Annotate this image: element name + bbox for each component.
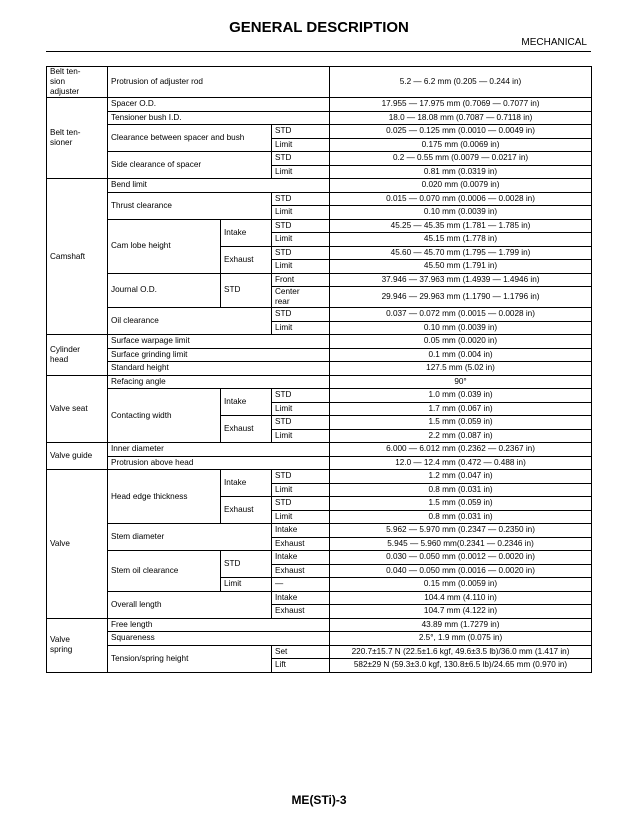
table-row <box>47 618 592 632</box>
qualifier-cell: Limit <box>272 165 330 179</box>
value-cell: 127.5 mm (5.02 in) <box>330 362 592 376</box>
sub-item-cell: Exhaust <box>221 416 272 443</box>
value-cell: 29.946 — 29.963 mm (1.1790 — 1.1796 in) <box>330 287 592 308</box>
value-cell: 1.0 mm (0.039 in) <box>330 389 592 403</box>
table-row <box>47 443 592 457</box>
item-cell: Free length <box>108 618 330 632</box>
table-row <box>47 67 592 98</box>
category-cell: Camshaft <box>47 179 108 335</box>
qualifier-cell: Limit <box>272 483 330 497</box>
qualifier-cell: STD <box>272 192 330 206</box>
table-row <box>47 524 592 538</box>
item-cell: Spacer O.D. <box>108 98 330 112</box>
value-cell: 1.5 mm (0.059 in) <box>330 416 592 430</box>
table-row <box>47 551 592 565</box>
category-cell: Valve spring <box>47 618 108 672</box>
sub-item-cell: Limit <box>221 578 272 592</box>
sub-item-cell: Intake <box>221 219 272 246</box>
table-row <box>47 591 592 605</box>
category-cell: Valve seat <box>47 375 108 443</box>
item-cell: Refacing angle <box>108 375 330 389</box>
value-cell: 5.962 — 5.970 mm (0.2347 — 0.2350 in) <box>330 524 592 538</box>
value-cell: 2.2 mm (0.087 in) <box>330 429 592 443</box>
item-cell: Surface grinding limit <box>108 348 330 362</box>
value-cell: 0.015 — 0.070 mm (0.0006 — 0.0028 in) <box>330 192 592 206</box>
sub-item-cell: Intake <box>221 389 272 416</box>
qualifier-cell: Limit <box>272 206 330 220</box>
table-row <box>47 179 592 193</box>
item-cell: Stem diameter <box>108 524 272 551</box>
item-cell: Tension/spring height <box>108 645 272 672</box>
page-number: ME(STi)-3 <box>291 793 347 807</box>
qualifier-cell: Limit <box>272 321 330 335</box>
table-row <box>47 456 592 470</box>
value-cell: 17.955 — 17.975 mm (0.7069 — 0.7077 in) <box>330 98 592 112</box>
item-cell: Standard height <box>108 362 330 376</box>
header-rule <box>46 51 591 52</box>
table-row <box>47 111 592 125</box>
table-row <box>47 348 592 362</box>
item-cell: Inner diameter <box>108 443 330 457</box>
item-cell: Squareness <box>108 632 330 646</box>
value-cell: 104.7 mm (4.122 in) <box>330 605 592 619</box>
table-row <box>47 389 592 403</box>
value-cell: 0.10 mm (0.0039 in) <box>330 206 592 220</box>
category-cell: Belt ten- sioner <box>47 98 108 179</box>
value-cell: 0.15 mm (0.0059 in) <box>330 578 592 592</box>
item-cell: Thrust clearance <box>108 192 272 219</box>
qualifier-cell: STD <box>272 308 330 322</box>
value-cell: 5.2 — 6.2 mm (0.205 — 0.244 in) <box>330 67 592 98</box>
sub-item-cell: STD <box>221 551 272 578</box>
qualifier-cell: Limit <box>272 260 330 274</box>
value-cell: 0.040 — 0.050 mm (0.0016 — 0.0020 in) <box>330 564 592 578</box>
category-cell: Valve guide <box>47 443 108 470</box>
value-cell: 220.7±15.7 N (22.5±1.6 kgf, 49.6±3.5 lb)/36.0 mm (1.417 in) <box>330 645 592 659</box>
item-cell: Contacting width <box>108 389 221 443</box>
table-row <box>47 470 592 484</box>
section-label: MECHANICAL <box>521 37 587 48</box>
value-cell: 45.15 mm (1.778 in) <box>330 233 592 247</box>
table-row <box>47 335 592 349</box>
qualifier-cell: STD <box>272 416 330 430</box>
value-cell: 12.0 — 12.4 mm (0.472 — 0.488 in) <box>330 456 592 470</box>
table-row <box>47 273 592 287</box>
value-cell: 104.4 mm (4.110 in) <box>330 591 592 605</box>
table-row <box>47 375 592 389</box>
item-cell: Stem oil clearance <box>108 551 221 592</box>
sub-item-cell: Intake <box>221 470 272 497</box>
table-row <box>47 98 592 112</box>
value-cell: 2.5°, 1.9 mm (0.075 in) <box>330 632 592 646</box>
item-cell: Protrusion above head <box>108 456 330 470</box>
item-cell: Journal O.D. <box>108 273 221 308</box>
item-cell: Side clearance of spacer <box>108 152 272 179</box>
value-cell: 5.945 — 5.960 mm(0.2341 — 0.2346 in) <box>330 537 592 551</box>
table-row <box>47 152 592 166</box>
qualifier-cell: Limit <box>272 138 330 152</box>
sub-item-cell: Exhaust <box>221 246 272 273</box>
value-cell: 0.1 mm (0.004 in) <box>330 348 592 362</box>
qualifier-cell: STD <box>272 497 330 511</box>
value-cell: 37.946 — 37.963 mm (1.4939 — 1.4946 in) <box>330 273 592 287</box>
table-row <box>47 192 592 206</box>
value-cell: 0.8 mm (0.031 in) <box>330 510 592 524</box>
qualifier-cell: Center rear <box>272 287 330 308</box>
qualifier-cell: Exhaust <box>272 537 330 551</box>
category-cell: Valve <box>47 470 108 619</box>
value-cell: 0.8 mm (0.031 in) <box>330 483 592 497</box>
value-cell: 0.025 — 0.125 mm (0.0010 — 0.0049 in) <box>330 125 592 139</box>
page-title: GENERAL DESCRIPTION <box>229 19 409 36</box>
value-cell: 0.175 mm (0.0069 in) <box>330 138 592 152</box>
qualifier-cell: STD <box>272 219 330 233</box>
qualifier-cell: Limit <box>272 233 330 247</box>
item-cell: Cam lobe height <box>108 219 221 273</box>
qualifier-cell: STD <box>272 125 330 139</box>
table-row <box>47 125 592 139</box>
qualifier-cell: STD <box>272 246 330 260</box>
item-cell: Overall length <box>108 591 272 618</box>
value-cell: 0.05 mm (0.0020 in) <box>330 335 592 349</box>
value-cell: 0.037 — 0.072 mm (0.0015 — 0.0028 in) <box>330 308 592 322</box>
table-row <box>47 219 592 233</box>
category-cell: Cylinder head <box>47 335 108 376</box>
qualifier-cell: — <box>272 578 330 592</box>
value-cell: 0.030 — 0.050 mm (0.0012 — 0.0020 in) <box>330 551 592 565</box>
qualifier-cell: Intake <box>272 591 330 605</box>
sub-item-cell: Exhaust <box>221 497 272 524</box>
value-cell: 0.81 mm (0.0319 in) <box>330 165 592 179</box>
value-cell: 45.50 mm (1.791 in) <box>330 260 592 274</box>
value-cell: 0.10 mm (0.0039 in) <box>330 321 592 335</box>
value-cell: 45.60 — 45.70 mm (1.795 — 1.799 in) <box>330 246 592 260</box>
value-cell: 18.0 — 18.08 mm (0.7087 — 0.7118 in) <box>330 111 592 125</box>
item-cell: Clearance between spacer and bush <box>108 125 272 152</box>
item-cell: Bend limit <box>108 179 330 193</box>
sub-item-cell: STD <box>221 273 272 308</box>
value-cell: 0.020 mm (0.0079 in) <box>330 179 592 193</box>
value-cell: 90° <box>330 375 592 389</box>
qualifier-cell: Exhaust <box>272 564 330 578</box>
value-cell: 582±29 N (59.3±3.0 kgf, 130.8±6.5 lb)/24.65 mm (0.970 in) <box>330 659 592 673</box>
value-cell: 1.7 mm (0.067 in) <box>330 402 592 416</box>
value-cell: 1.5 mm (0.059 in) <box>330 497 592 511</box>
table-row <box>47 362 592 376</box>
value-cell: 0.2 — 0.55 mm (0.0079 — 0.0217 in) <box>330 152 592 166</box>
item-cell: Head edge thickness <box>108 470 221 524</box>
qualifier-cell: Intake <box>272 551 330 565</box>
value-cell: 1.2 mm (0.047 in) <box>330 470 592 484</box>
table-row <box>47 308 592 322</box>
qualifier-cell: Limit <box>272 402 330 416</box>
item-cell: Oil clearance <box>108 308 272 335</box>
table-row <box>47 645 592 659</box>
value-cell: 45.25 — 45.35 mm (1.781 — 1.785 in) <box>330 219 592 233</box>
specification-table <box>46 66 592 673</box>
item-cell: Surface warpage limit <box>108 335 330 349</box>
value-cell: 43.89 mm (1.7279 in) <box>330 618 592 632</box>
category-cell: Belt ten- sion adjuster <box>47 67 108 98</box>
item-cell: Tensioner bush I.D. <box>108 111 330 125</box>
table-row <box>47 632 592 646</box>
qualifier-cell: STD <box>272 470 330 484</box>
qualifier-cell: Front <box>272 273 330 287</box>
qualifier-cell: Intake <box>272 524 330 538</box>
qualifier-cell: Limit <box>272 429 330 443</box>
qualifier-cell: Set <box>272 645 330 659</box>
qualifier-cell: STD <box>272 152 330 166</box>
item-cell: Protrusion of adjuster rod <box>108 67 330 98</box>
qualifier-cell: STD <box>272 389 330 403</box>
qualifier-cell: Exhaust <box>272 605 330 619</box>
qualifier-cell: Lift <box>272 659 330 673</box>
value-cell: 6.000 — 6.012 mm (0.2362 — 0.2367 in) <box>330 443 592 457</box>
qualifier-cell: Limit <box>272 510 330 524</box>
